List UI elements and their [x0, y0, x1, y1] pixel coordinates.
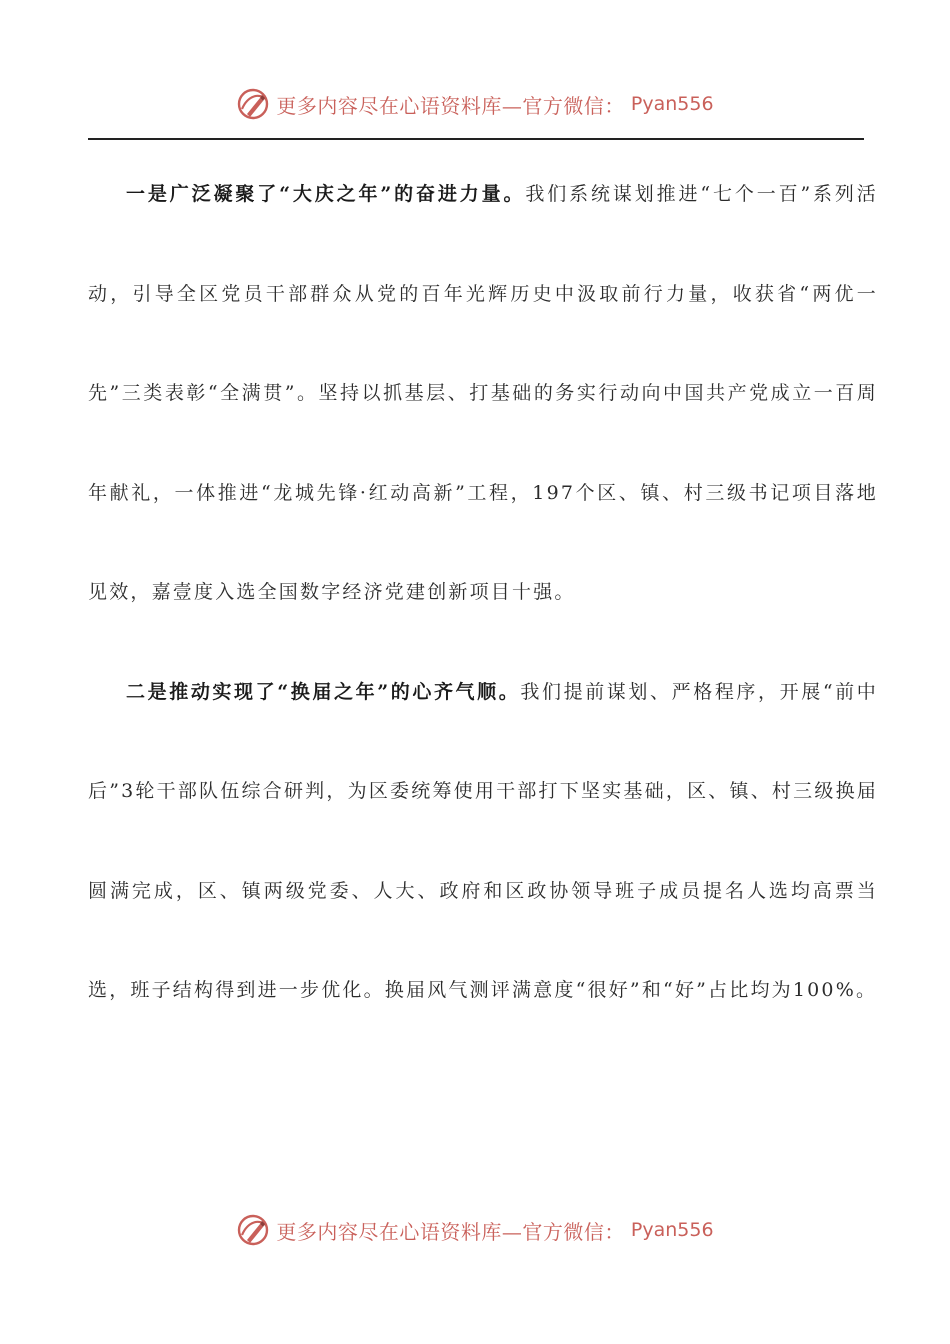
- pen-swirl-icon: [236, 1213, 270, 1247]
- footer-watermark-wechat-id: Pyan556: [630, 1219, 714, 1241]
- pen-swirl-icon: [236, 87, 270, 121]
- footer-watermark: [0, 1210, 950, 1250]
- paragraph-1: [88, 145, 878, 643]
- paragraph-2: [88, 643, 878, 1041]
- document-body: [88, 145, 878, 1041]
- watermark-text: 更多内容尽在心语资料库—官方微信：: [276, 93, 625, 118]
- header-watermark: [0, 84, 950, 124]
- paragraph-1-text: 我们系统谋划推进“七个一百”系列活动，引导全区党员干部群众从党的百年光辉历史中汲取前行力量，收获省“两优一先”三类表彰“全满贯”。坚持以抓基层、打基础的务实行动向中国共产党成立一百周年献礼，一体推进“龙城先锋·红动高新”工程，197个区、镇、村三级书记项目落地见效，嘉壹度入选全国数字经济党建创新项目十强。: [88, 183, 878, 603]
- watermark-wechat-id: Pyan556: [630, 93, 714, 115]
- paragraph-2-lead: 二是推动实现了“换届之年”的心齐气顺。: [126, 680, 521, 703]
- header-divider: [88, 138, 864, 140]
- footer-watermark-text: 更多内容尽在心语资料库—官方微信：: [276, 1219, 625, 1244]
- paragraph-2-text: 我们提前谋划、严格程序，开展“前中后”3轮干部队伍综合研判，为区委统筹使用干部打下坚实基础，区、镇、村三级换届圆满完成，区、镇两级党委、人大、政府和区政协领导班子成员提名人选均高票当选，班子结构得到进一步优化。换届风气测评满意度“很好”和“好”占比均为100%。: [88, 680, 878, 1001]
- paragraph-1-lead: 一是广泛凝聚了“大庆之年”的奋进力量。: [126, 183, 526, 205]
